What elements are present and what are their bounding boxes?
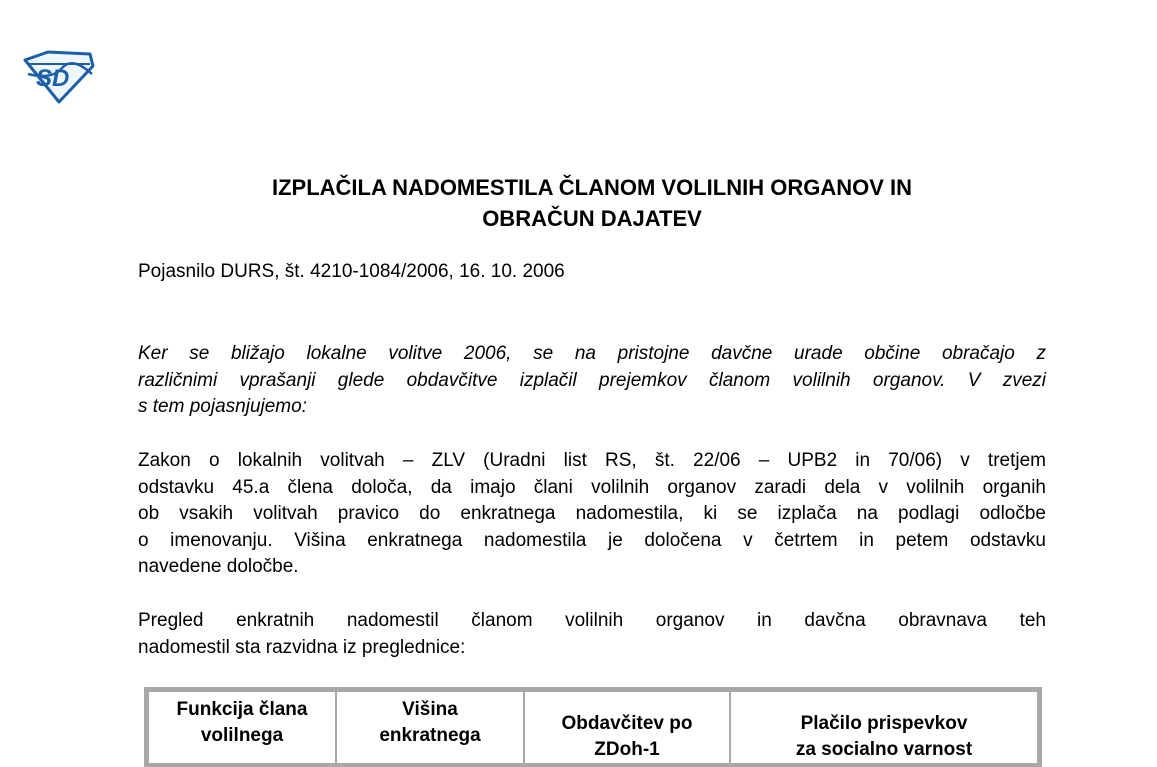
paragraph-line: navedene določbe. [138,556,299,577]
paragraph-line: odstavku 45.a člena določa, da imajo člani volilnih organov zaradi dela v volilnih organih [138,476,1046,498]
reference-line: Pojasnilo DURS, št. 4210-1084/2006, 16. 10. 2006 [138,261,565,282]
table-header-row [148,691,1038,764]
paragraph-line: nadomestil sta razvidna iz preglednice: [138,636,466,658]
header-function: Funkcija člana volilnega [148,691,336,764]
paragraph-line: Ker se bližajo lokalne volitve 2006, se na pristojne davčne urade občine obračajo z [138,343,1046,364]
paragraph-line: različnimi vprašanji glede obdavčitve izplačil prejemkov članom volilnih organov. V zvezi [138,369,1046,391]
law-paragraph [138,448,1046,581]
overview-paragraph [138,608,1046,661]
paragraph-line: Zakon o lokalnih volitvah – ZLV (Uradni list RS, št. 22/06 – UPB2 in 70/06) v tretjem [138,450,1046,471]
document-title [138,172,1046,234]
compensation-table [144,687,1042,767]
title-line-1: IZPLAČILA NADOMESTILA ČLANOM VOLILNIH ORGANOV IN [271,175,912,200]
header-amount: Višina enkratnega [336,691,524,764]
company-logo [22,50,96,104]
title-line-2: OBRAČUN DAJATEV [482,206,702,231]
svg-text:SD: SD [36,65,70,92]
paragraph-line: ob vsakih volitvah pravico do enkratnega nadomestila, ki se izplača na podlagi odločbe [138,503,1046,524]
intro-paragraph [138,341,1046,421]
header-taxation: Obdavčitev po ZDoh-1 [524,691,730,764]
paragraph-line: s tem pojasnjujemo: [138,396,307,417]
paragraph-line: o imenovanju. Višina enkratnega nadomestila je določena v četrtem in petem odstavku [138,529,1046,551]
header-contributions: Plačilo prispevkov za socialno varnost [730,691,1038,764]
paragraph-line: Pregled enkratnih nadomestil članom volilnih organov in davčna obravnava teh [138,610,1046,631]
